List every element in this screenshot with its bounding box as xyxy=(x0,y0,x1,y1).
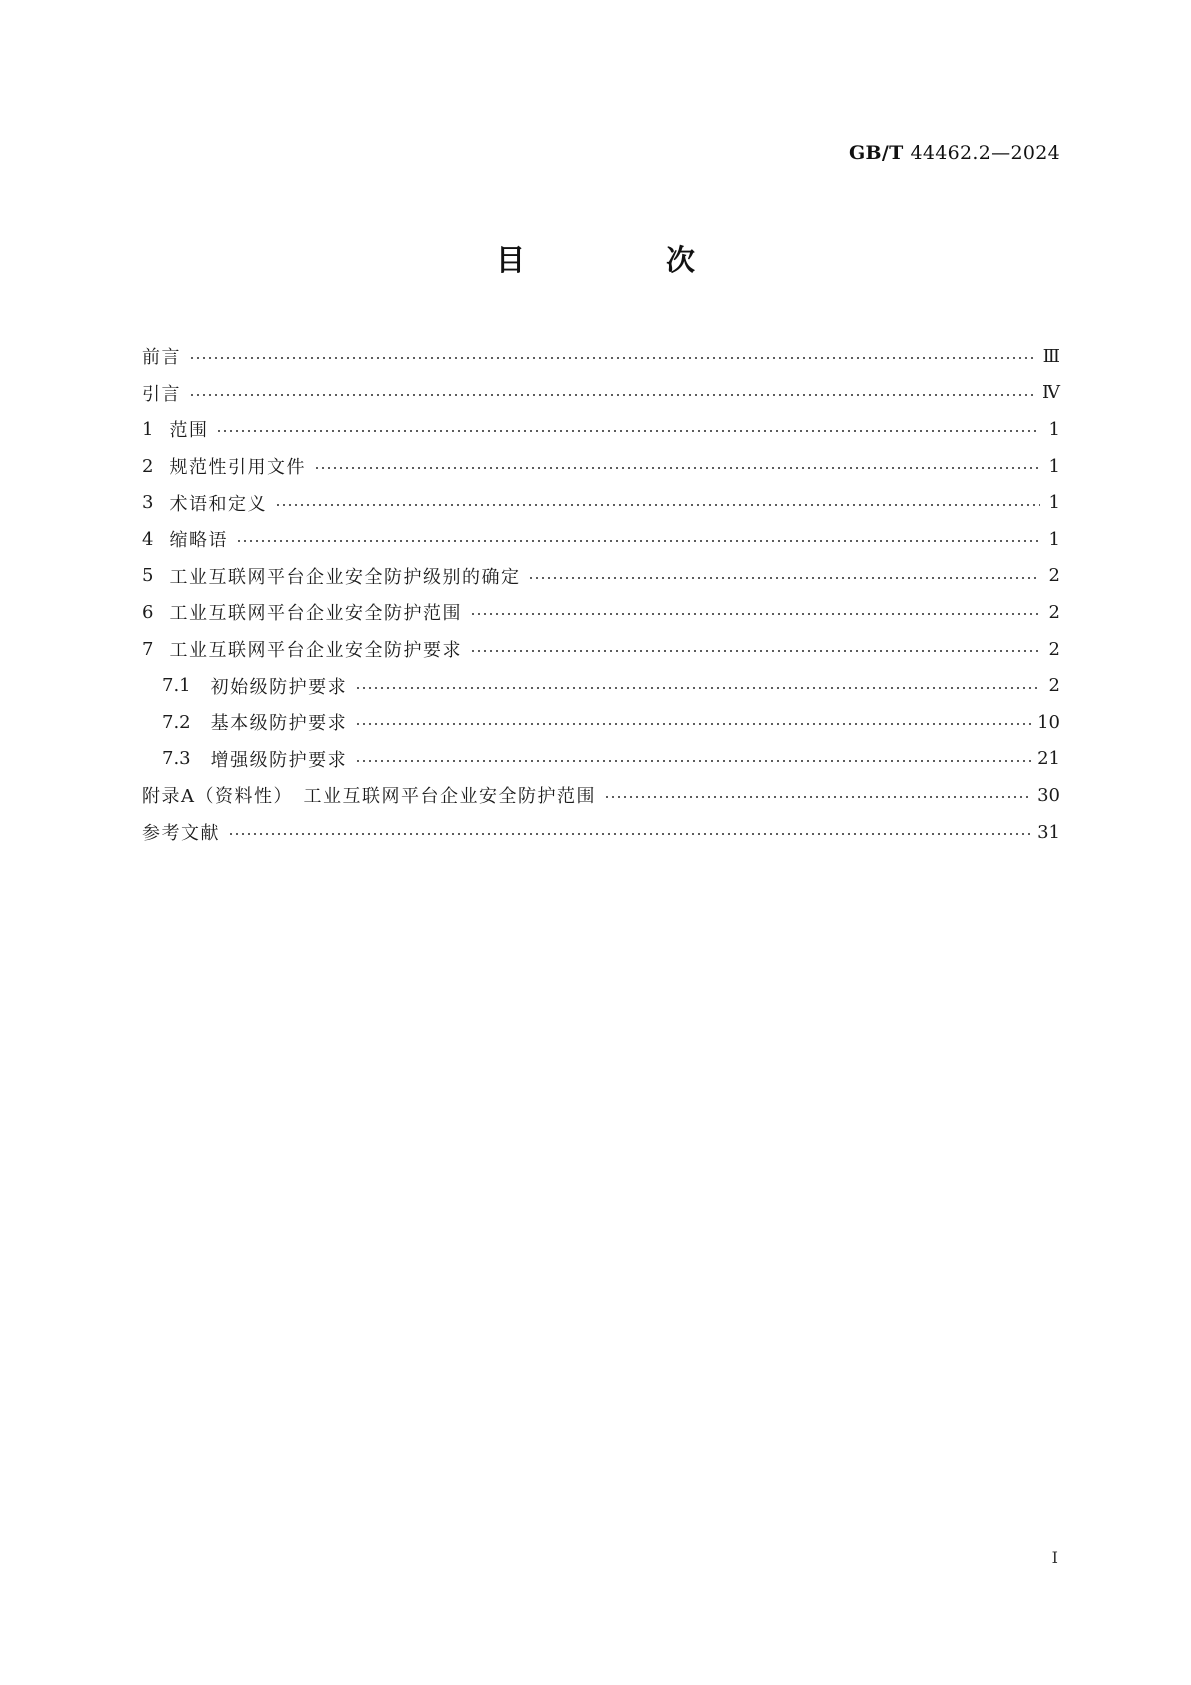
toc-entry-7-3[interactable] xyxy=(142,741,1060,778)
toc-entry-page: Ⅳ xyxy=(1042,382,1060,404)
toc-entry-page: 2 xyxy=(1048,601,1060,623)
toc-entry-label: 初始级防护要求 xyxy=(210,676,348,698)
toc-entry-label: 工业互联网平台企业安全防护范围 xyxy=(169,603,462,625)
toc-entry-number: 2 xyxy=(142,455,154,477)
standard-number: 44462.2—2024 xyxy=(910,142,1060,164)
toc-leader-dots xyxy=(189,394,1036,396)
toc-leader-dots xyxy=(604,796,1031,798)
toc-entry-number: 3 xyxy=(142,492,154,514)
toc-entry-label: 术语和定义 xyxy=(169,493,267,515)
toc-entry-page: Ⅲ xyxy=(1042,345,1060,367)
page-number: Ⅰ xyxy=(1051,1548,1058,1567)
toc-title: 目 次 xyxy=(495,243,751,277)
toc-entry-number: 4 xyxy=(142,528,154,550)
toc-entry-number: 5 xyxy=(142,565,154,587)
toc-entry-label: 附录A（资料性） 工业互联网平台企业安全防护范围 xyxy=(142,786,596,808)
toc-entry-label: 工业互联网平台企业安全防护级别的确定 xyxy=(169,566,521,588)
toc-entry-page: 1 xyxy=(1048,528,1060,550)
toc-leader-dots xyxy=(228,833,1031,835)
toc-entry-label: 范围 xyxy=(169,420,209,442)
toc-leader-dots xyxy=(470,650,1040,652)
toc-entry-7-2[interactable] xyxy=(142,704,1060,741)
toc-leader-dots xyxy=(528,577,1040,579)
toc-entry-page: 2 xyxy=(1048,638,1060,660)
toc-entry-page: 1 xyxy=(1048,418,1060,440)
toc-entry-page: 21 xyxy=(1037,748,1060,770)
toc-entry-label: 缩略语 xyxy=(169,530,228,552)
toc-entry-appendix-a[interactable] xyxy=(142,777,1060,814)
toc-entry-5[interactable] xyxy=(142,558,1060,595)
toc-leader-dots xyxy=(355,760,1031,762)
toc-entry-number: 6 xyxy=(142,601,154,623)
toc-leader-dots xyxy=(314,467,1040,469)
toc-entry-page: 1 xyxy=(1048,492,1060,514)
toc-entry-references[interactable] xyxy=(142,814,1060,851)
table-of-contents xyxy=(142,338,1060,850)
toc-entry-number: 7.3 xyxy=(162,748,191,770)
toc-entry-number: 7.2 xyxy=(162,711,191,733)
standard-prefix: GB/T xyxy=(848,142,904,164)
toc-leader-dots xyxy=(216,430,1040,432)
toc-entry-label: 规范性引用文件 xyxy=(169,457,306,479)
toc-entry-number: 1 xyxy=(142,418,154,440)
toc-entry-6[interactable] xyxy=(142,594,1060,631)
toc-entry-label: 增强级防护要求 xyxy=(210,749,348,771)
toc-entry-label: 引言 xyxy=(142,383,181,405)
toc-entry-introduction[interactable] xyxy=(142,375,1060,412)
toc-entry-7[interactable] xyxy=(142,631,1060,668)
toc-entry-page: 10 xyxy=(1037,711,1060,733)
toc-entry-label: 工业互联网平台企业安全防护要求 xyxy=(169,640,462,662)
toc-entry-label: 前言 xyxy=(142,347,181,369)
toc-leader-dots xyxy=(275,504,1040,506)
toc-leader-dots xyxy=(355,723,1031,725)
toc-leader-dots xyxy=(189,357,1037,359)
toc-entry-number: 7.1 xyxy=(162,675,191,697)
toc-entry-2[interactable] xyxy=(142,448,1060,485)
toc-entry-page: 2 xyxy=(1048,565,1060,587)
toc-entry-page: 31 xyxy=(1037,821,1060,843)
toc-leader-dots xyxy=(355,687,1040,689)
toc-entry-number: 7 xyxy=(142,638,154,660)
toc-leader-dots xyxy=(470,613,1040,615)
toc-entry-page: 1 xyxy=(1048,455,1060,477)
toc-entry-page: 30 xyxy=(1037,784,1060,806)
toc-leader-dots xyxy=(236,540,1040,542)
toc-entry-3[interactable] xyxy=(142,484,1060,521)
toc-entry-1[interactable] xyxy=(142,411,1060,448)
standard-code xyxy=(849,142,1060,164)
toc-entry-page: 2 xyxy=(1048,675,1060,697)
toc-entry-label: 参考文献 xyxy=(142,823,220,845)
toc-entry-label: 基本级防护要求 xyxy=(210,713,348,735)
toc-entry-4[interactable] xyxy=(142,521,1060,558)
toc-entry-7-1[interactable] xyxy=(142,667,1060,704)
toc-entry-foreword[interactable] xyxy=(142,338,1060,375)
